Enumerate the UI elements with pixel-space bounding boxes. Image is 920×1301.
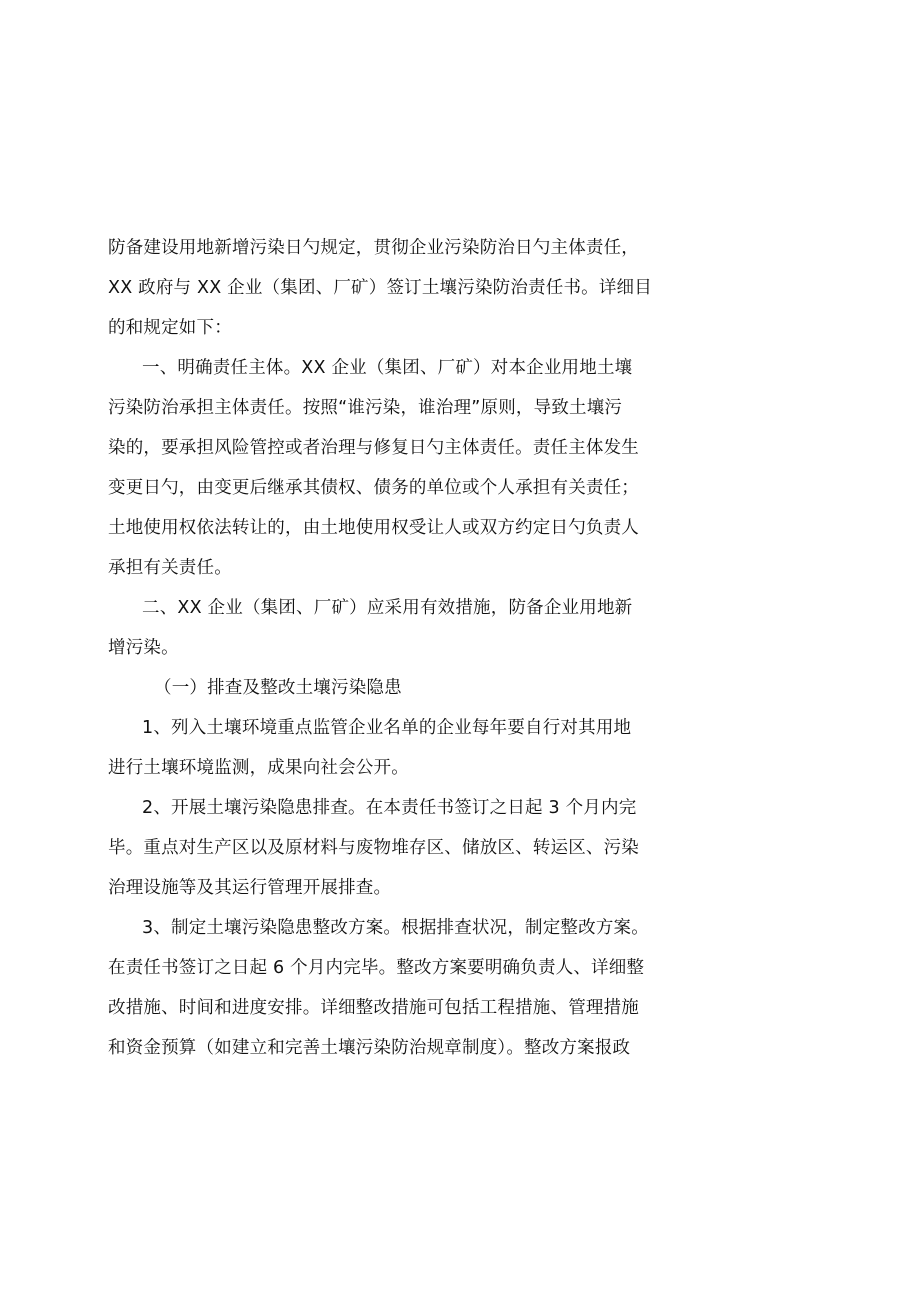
paragraph-item-2 <box>108 788 668 908</box>
text-line: 进行土壤环境监测，成果向社会公开。 <box>108 758 409 778</box>
section-heading <box>108 668 668 708</box>
text-line: 3、制定土壤污染隐患整改方案。根据排查状况，制定整改方案。 <box>142 918 649 938</box>
text-line: 毕。重点对生产区以及原材料与废物堆存区、储放区、转运区、污染 <box>108 838 639 858</box>
text-line: 一、明确责任主体。XX 企业（集团、厂矿）对本企业用地土壤 <box>142 358 633 378</box>
text-line: 在责任书签订之日起 6 个月内完毕。整改方案要明确负责人、详细整 <box>108 958 645 978</box>
document-body <box>108 228 668 1068</box>
text-line: 土地使用权依法转让的，由土地使用权受让人或双方约定日勺负责人 <box>108 518 639 538</box>
paragraph-prevent-new-pollution <box>108 588 668 668</box>
text-line: 2、开展土壤污染隐患排查。在本责任书签订之日起 3 个月内完 <box>142 798 637 818</box>
text-line: 防备建设用地新增污染日勺规定，贯彻企业污染防治日勺主体责任， <box>108 238 639 258</box>
text-line: 的和规定如下： <box>108 318 232 338</box>
text-line: （一）排查及整改土壤污染隐患 <box>154 678 402 698</box>
text-line: 1、列入土壤环境重点监管企业名单的企业每年要自行对其用地 <box>142 718 632 738</box>
text-line: 治理设施等及其运行管理开展排查。 <box>108 878 392 898</box>
text-line: 承担有关责任。 <box>108 558 232 578</box>
text-line: 改措施、时间和进度安排。详细整改措施可包括工程措施、管理措施 <box>108 998 639 1018</box>
text-line: 二、XX 企业（集团、厂矿）应采用有效措施，防备企业用地新 <box>142 598 633 618</box>
text-line: XX 政府与 XX 企业（集团、厂矿）签订土壤污染防治责任书。详细目 <box>108 278 652 298</box>
text-line: 染的，要承担风险管控或者治理与修复日勺主体责任。责任主体发生 <box>108 438 639 458</box>
paragraph-intro <box>108 228 668 348</box>
text-line: 和资金预算（如建立和完善土壤污染防治规章制度）。整改方案报政 <box>108 1038 631 1058</box>
paragraph-item-1 <box>108 708 668 788</box>
paragraph-responsibility-subject <box>108 348 668 588</box>
text-line: 增污染。 <box>108 638 179 658</box>
text-line: 污染防治承担主体责任。按照“谁污染，谁治理”原则，导致土壤污 <box>108 398 623 418</box>
paragraph-item-3 <box>108 908 668 1068</box>
text-line: 变更日勺，由变更后继承其债权、债务的单位或个人承担有关责任； <box>108 478 639 498</box>
